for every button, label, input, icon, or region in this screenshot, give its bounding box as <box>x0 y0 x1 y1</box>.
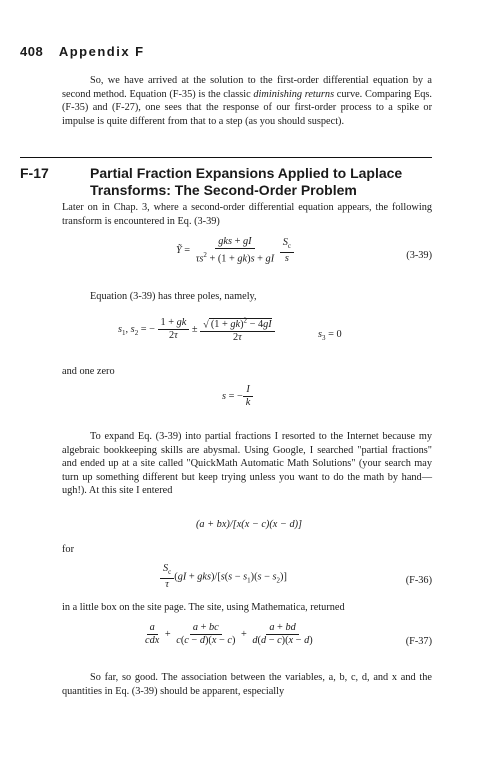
equation-number-f36: (F-36) <box>405 575 432 586</box>
equation-pole-s3: $s_3 = 0$ <box>318 329 342 343</box>
equation-number-3-39: (3-39) <box>406 250 432 261</box>
equation-3-39: Ỹ = $\frac{\text{gks + gI}}{\tau s^2 + (1 + gk)s + gI}$ $\frac{S_c}{s}$ <box>176 236 294 265</box>
entered-expression: (a + bx)/[x(x − c)(x − d)] <box>196 519 303 530</box>
emphasis-diminishing-returns: diminishing returns <box>253 88 335 100</box>
section-title: Partial Fraction Expansions Applied to Laplace Transforms: The Second-Order Problem <box>90 165 403 198</box>
paragraph-zero: and one zero <box>62 366 115 377</box>
running-head <box>20 44 145 59</box>
section-number: F-17 <box>20 165 49 181</box>
paragraph-returned: in a little box on the site page. The site, using Mathematica, returned <box>62 602 345 613</box>
paragraph-association: So far, so good. The association between the variables, a, b, c, d, and x and the quantities in Eq. (3-39) should be apparent, especially <box>62 672 432 697</box>
equation-number-f37: (F-37) <box>405 636 432 647</box>
paragraph-intro-text: So, we have arrived at the solution to the first-order differential equation by a second method. Equation (F-35) is the classic diminishing returns curve. Comparing Eqs. (F-35) and (F-27), one sees that the response of our first-order process to a spike or impulse is quite different from that to a step (as you should suspect). <box>62 75 433 127</box>
equation-zero: s = − $\frac{I}{k}$ <box>222 384 253 409</box>
paragraph-for: for <box>62 544 75 555</box>
section-rule <box>20 157 432 158</box>
paragraph-intro <box>62 74 432 128</box>
paragraph-later: Later on in Chap. 3, where a second-order differential equation appears, the following transform is encountered in Eq. (3-39) <box>62 202 432 227</box>
equation-f37: $\frac{a}{\text{cdx}}$ + $\frac{a + bc}{c(c - d)(x - c)}$ + $\frac{a + bd}{d(d - c)(x - d)}$ <box>145 622 313 646</box>
equation-f36: $\frac{S_c}{\tau}$ $(gI + gks)/[s(s - s_1)(s - s_2)]$ <box>160 563 287 591</box>
equation-poles: $s_1$, $s_2$ = − $\frac{1 + gk}{2\tau}$ ± $\frac{√ (1 + gk)^2 - 4gI}{2\tau}$ <box>118 315 275 344</box>
page-number: 408 <box>20 44 44 59</box>
paragraph-poles: Equation (3-39) has three poles, namely, <box>90 291 257 302</box>
running-title: Appendix F <box>58 44 145 59</box>
paragraph-expand: To expand Eq. (3-39) into partial fractions I resorted to the Internet because my algebraic bookkeeping skills are abysmal. Using Google, I searched "partial fractions" and ended up at a site called "QuickMath Automatic Math Solutions" (your search may turn up something different but keep trying unless you want to do the math by hand—ugh!). At this site I entered <box>62 431 432 497</box>
